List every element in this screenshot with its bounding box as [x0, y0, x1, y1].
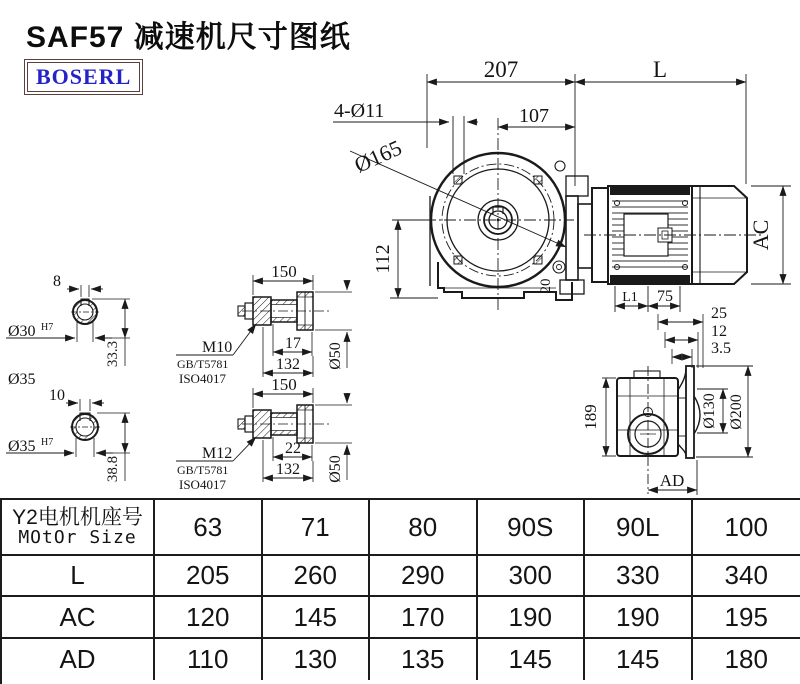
- shaft1-a-label: 17: [285, 335, 301, 352]
- table-cell: 190: [478, 597, 586, 639]
- section1-bore-label: Ø30: [8, 323, 36, 340]
- shaft1-dia-label: Ø50: [327, 342, 344, 370]
- table-cell: 260: [263, 556, 371, 597]
- table-header-motor-size: [2, 500, 155, 556]
- table-cell: 120: [155, 597, 263, 639]
- shaft2-std1-label: GB/T5781: [177, 463, 229, 477]
- shaft1-std2-label: ISO4017: [179, 371, 226, 386]
- section2-bore-label: Ø35: [8, 438, 36, 455]
- dim-107-label: 107: [519, 105, 549, 127]
- table-col-header: 90L: [585, 500, 693, 556]
- dim-189-label: 189: [581, 404, 600, 430]
- shaft2-a-label: 22: [285, 440, 301, 457]
- front-view: [424, 118, 592, 312]
- table-row-label: L: [2, 556, 155, 597]
- brand-logo-text: BOSERL: [36, 64, 132, 89]
- table-cell: 340: [693, 556, 800, 597]
- dim-207-label: 207: [483, 57, 519, 82]
- table-col-header: 63: [155, 500, 263, 556]
- table-header-cn: Y2电机机座号: [12, 505, 143, 529]
- dim-AD-label: AD: [659, 471, 685, 490]
- dim-3p5-label: 3.5: [711, 340, 731, 357]
- shaft2-dia-label: Ø50: [327, 455, 344, 483]
- table-cell: 195: [693, 597, 800, 639]
- shaft2-thread-label: M12: [202, 445, 233, 462]
- table-row-label: AD: [2, 639, 155, 680]
- table-row-label: AC: [2, 597, 155, 639]
- section2-key-label: 10: [49, 387, 65, 404]
- page-title: SAF57 减速机尺寸图纸: [26, 21, 351, 54]
- shaft2-length-label: 150: [271, 375, 297, 394]
- table-cell: 190: [585, 597, 693, 639]
- table-cell: 145: [585, 639, 693, 680]
- section1-od-label: Ø35: [8, 371, 36, 388]
- table-col-header: 80: [370, 500, 478, 556]
- section2-height-label: 38.8: [105, 455, 121, 483]
- table-cell: 170: [370, 597, 478, 639]
- shaft2-std2-label: ISO4017: [179, 477, 226, 492]
- section1-tol-label: H7: [41, 322, 54, 333]
- side-view: [617, 366, 700, 494]
- dim-AC-label: AC: [748, 219, 773, 251]
- table-header-en: MOtOr Size: [18, 526, 137, 548]
- table-col-header: 71: [263, 500, 371, 556]
- motor-view: [584, 186, 762, 284]
- table-cell: 300: [478, 556, 586, 597]
- table-cell: 135: [370, 639, 478, 680]
- table-cell: 130: [263, 639, 371, 680]
- shaft1-length-label: 150: [271, 262, 297, 281]
- motor-size-table: [0, 498, 800, 684]
- section2-tol-label: H7: [41, 437, 54, 448]
- dim-4xD11-label: 4-Ø11: [334, 100, 385, 122]
- table-cell: 290: [370, 556, 478, 597]
- dim-L-label: L: [652, 57, 668, 82]
- shaft1-b-label: 132: [276, 356, 300, 373]
- shaft1-thread-label: M10: [202, 339, 233, 356]
- table-cell: 110: [155, 639, 263, 680]
- dim-D200-label: Ø200: [728, 394, 745, 430]
- table-cell: 205: [155, 556, 263, 597]
- section1-height-label: 33.3: [105, 340, 121, 368]
- table-cell: 180: [724, 644, 768, 674]
- table-col-header: 90S: [478, 500, 586, 556]
- shaft2-b-label: 132: [276, 461, 300, 478]
- dim-L1-label: L1: [622, 290, 638, 305]
- dim-25-label: 25: [711, 305, 727, 322]
- section1-key-label: 8: [53, 273, 61, 290]
- shaft1-std1-label: GB/T5781: [177, 357, 229, 371]
- table-cell: 145: [478, 639, 586, 680]
- dim-D165-label: Ø165: [350, 134, 406, 178]
- table-cell: 145: [263, 597, 371, 639]
- dim-D130-label: Ø130: [701, 393, 718, 429]
- table-col-header: 100: [693, 500, 800, 556]
- dim-12-label: 12: [711, 323, 727, 340]
- dim-112-label: 112: [372, 244, 394, 274]
- dim-75-label: 75: [657, 288, 673, 305]
- table-cell: 330: [585, 556, 693, 597]
- dim-20-label: 20: [538, 278, 554, 294]
